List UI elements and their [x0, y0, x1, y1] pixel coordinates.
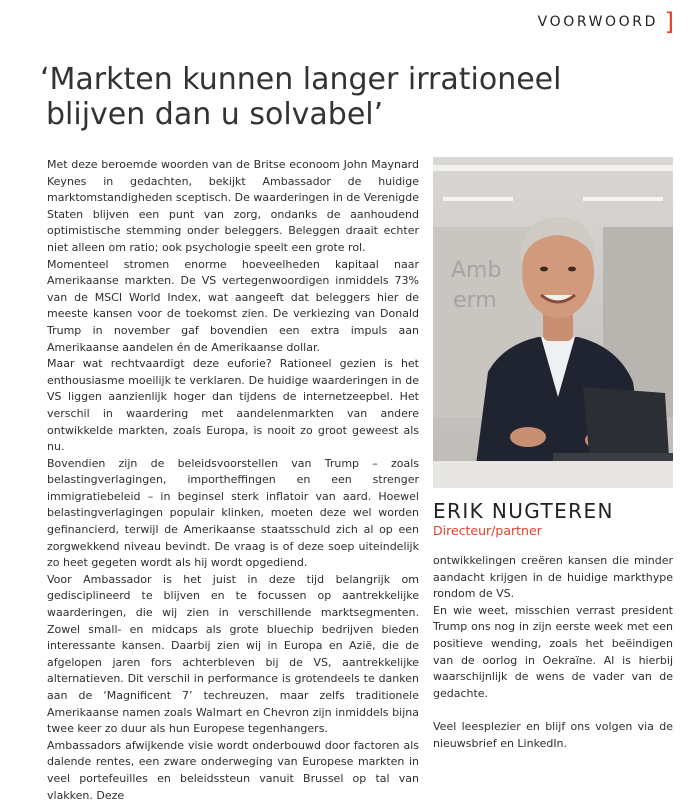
headline: [40, 62, 660, 132]
paragraph: Momenteel stromen enorme hoeveelheden kapitaal naar Amerikaanse markten. De VS vertegenwoordigen inmiddels 73% van de MSCI World Index, wat aangeeft dat beleggers hier de meeste kansen voor de toekomst zien. De verkiezing van Donald Trump in november gaf bovendien een extra impuls aan Amerikaanse aandelen én de Amerikaanse dollar.: [47, 257, 419, 354]
wall-text: erm: [453, 288, 497, 313]
article-left-column: [47, 157, 419, 804]
paragraph: ontwikkelingen creëren kansen die minder aandacht krijgen in de huidige markthype rondom de VS.: [433, 554, 673, 601]
headline-line-1: ‘Markten kunnen langer irrationeel: [40, 62, 562, 97]
headline-line-2: blijven dan u solvabel’: [46, 97, 384, 132]
paragraph: Veel leesplezier en blijf ons volgen via de nieuwsbrief en LinkedIn.: [433, 719, 673, 750]
paragraph: Met deze beroemde woorden van de Britse econoom John Maynard Keynes in gedachten, bekijkt Ambassador de huidige marktomstandigheden sceptisch. De waarderingen in de Verenigde Staten blijven een punt van zorg, ondanks de aanhoudend optimistische stemming onder beleggers. Beleggen draait echter niet alleen om ratio; ook psychologie speelt een grote rol.: [47, 158, 419, 254]
article-right-column: [433, 553, 673, 752]
author-role: Directeur/partner: [433, 523, 542, 538]
paragraph: Bovendien zijn de beleidsvoorstellen van Trump – zoals belastingverlagingen, importheffingen en een strenger immigratiebeleid – in beginsel sterk inflatoir van aard. Hoewel belastingverlagingen populair klinken, moeten deze wel worden gefinancierd, terwijl de Amerikaanse staatsschuld zich al op een zorgwekkend niveau bevindt. De vraag is of deze soep uiteindelijk zo heet gegeten wordt als hij wordt opgediend.: [47, 456, 419, 570]
wall-text: Amb: [451, 258, 502, 283]
paragraph: Voor Ambassador is het juist in deze tijd belangrijk om gedisciplineerd te blijven en te focussen op aantrekkelijke waarderingen, die wij zien in verschillende marktsegmenten. Zowel small- en midcaps als grote bluechip bedrijven bieden interessante kansen. Daarbij zien wij in Europa en Azië, die de afgelopen jaren fors achterbleven bij de VS, aantrekkelijke alternatieven. Dit verschil in performance is grotendeels te danken aan de ‘Magnificent 7’ techreuzen, maar zelfs traditionele Amerikaanse namen zoals Walmart en Chevron zijn inmiddels bijna twee keer zo duur als hun Europese tegenhangers.: [47, 572, 419, 736]
paragraph: Maar wat rechtvaardigt deze euforie? Rationeel gezien is het enthousiasme moeilijk te verklaren. De huidige waarderingen in de VS liggen aanzienlijk hoger dan tijdens de internetzeepbel. Het verschil in waardering met aandelenmarkten van andere ontwikkelde markten, zoals Europa, is nooit zo groot geweest als nu.: [47, 357, 419, 454]
paragraph: Ambassadors afwijkende visie wordt onderbouwd door factoren als dalende rentes, een zware onderweging van Europese markten in veel portefeuilles en beleidssteun vanuit Brussel op tal van vlakken. Deze: [47, 738, 419, 802]
author-name: ERIK NUGTEREN: [433, 499, 614, 523]
author-photo: [433, 157, 673, 488]
section-bracket: ]: [664, 8, 674, 36]
paragraph: En wie weet, misschien verrast president Trump ons nog in zijn eerste week met een positieve wending, zoals het beëindigen van de oorlog in Oekraïne. Al is hierbij waarschijnlijk de wens de vader van de gedachte.: [433, 603, 673, 700]
author-portrait-image: [433, 157, 673, 488]
section-label: VOORWOORD: [537, 14, 658, 30]
